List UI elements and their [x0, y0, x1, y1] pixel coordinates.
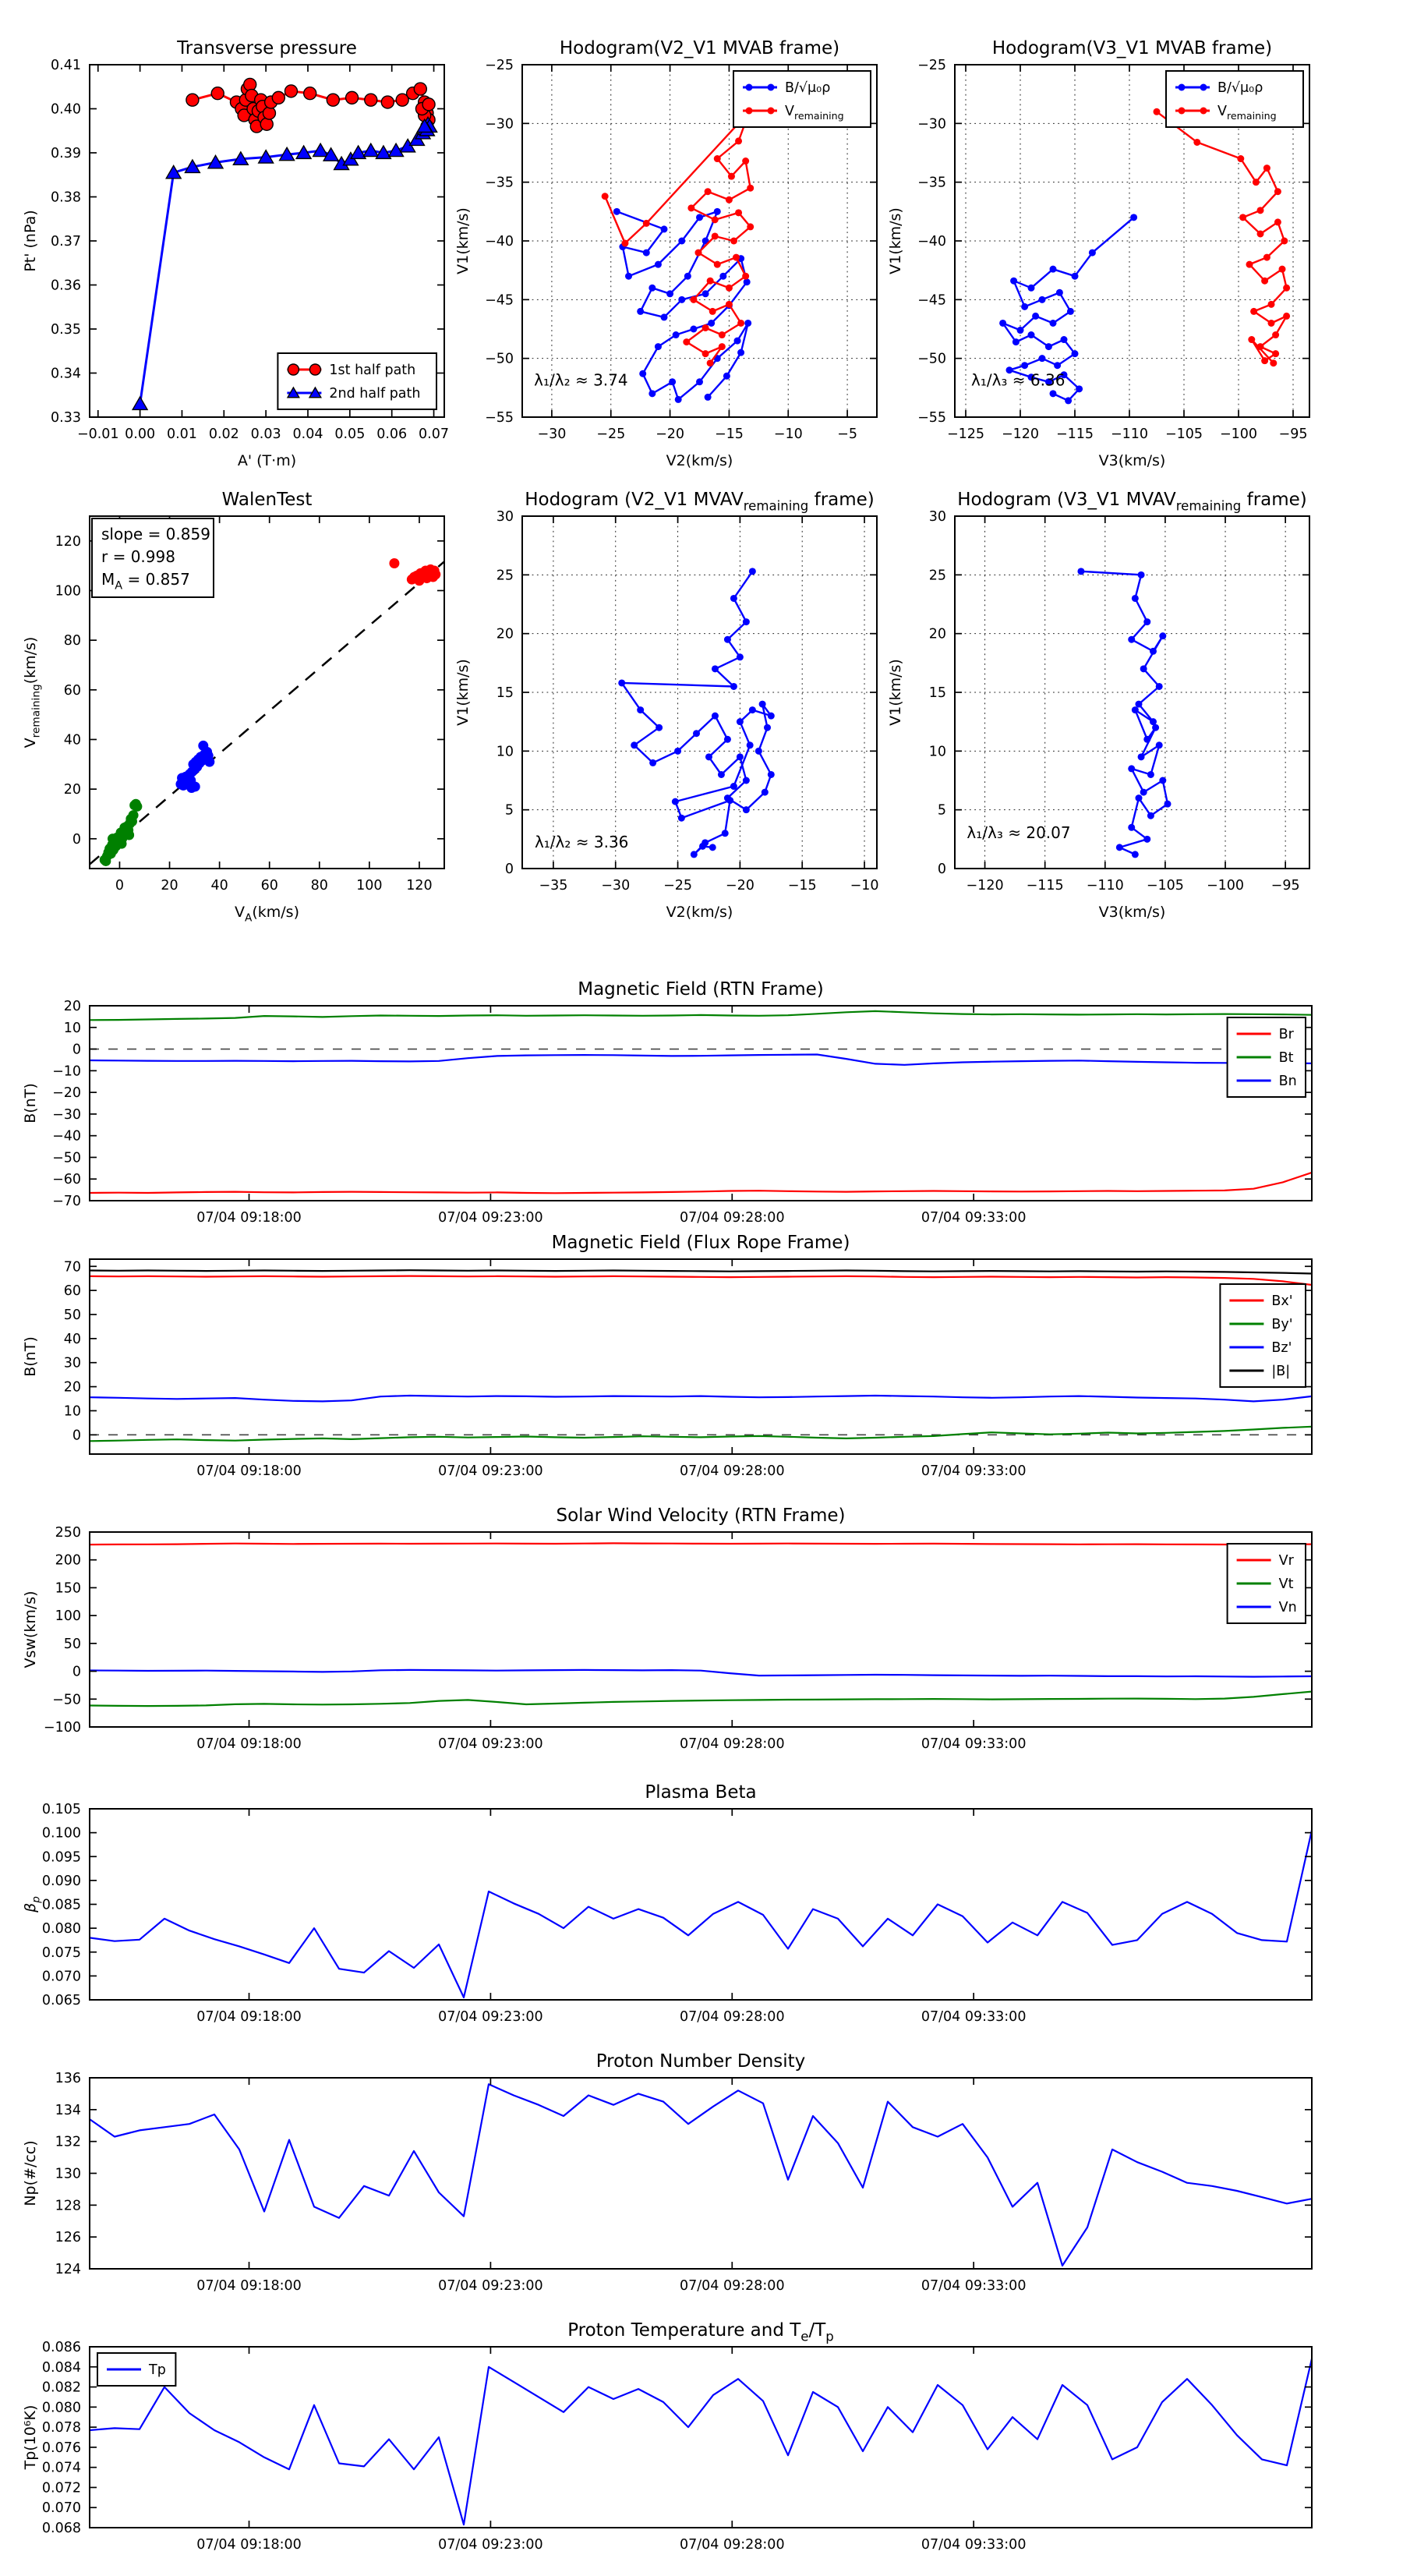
y-tick-label: 5	[937, 802, 946, 819]
series-Tp	[90, 2359, 1312, 2525]
x-tick-label: 100	[356, 878, 383, 893]
y-tick-label: 100	[55, 583, 81, 600]
y-axis-label: V1(km/s)	[887, 659, 904, 726]
y-tick-label: −50	[485, 351, 514, 367]
y-tick-label: 25	[928, 568, 946, 584]
x-tick-label: 07/04 09:23:00	[438, 1736, 543, 1752]
y-tick-label: 0.38	[51, 189, 81, 206]
y-tick-label: −25	[485, 58, 514, 73]
svg-text:1st half path: 1st half path	[329, 363, 416, 378]
y-tick-label: 5	[504, 802, 514, 819]
y-tick-label: 150	[55, 1580, 81, 1597]
y-tick-label: 100	[55, 1608, 81, 1625]
solar-wind-velocity-svg	[0, 1497, 1403, 1772]
y-tick-label: 15	[928, 685, 946, 701]
x-axis-label: V3(km/s)	[1098, 904, 1166, 921]
y-tick-label: 0.085	[41, 1897, 81, 1913]
y-axis-label: V1(km/s)	[454, 659, 472, 726]
x-tick-label: 0.00	[125, 426, 156, 442]
chart-transverse-pressure	[0, 27, 455, 483]
y-tick-label: 0.36	[51, 278, 81, 294]
series-Br	[90, 1173, 1312, 1193]
series-middle-third	[175, 741, 214, 793]
legend	[277, 353, 436, 409]
x-axis-label: V2(km/s)	[666, 452, 733, 469]
y-tick-label: −45	[917, 292, 946, 309]
chart-title: Hodogram (V3_V1 $MVAV_{remaining}$ frame)	[957, 490, 1307, 514]
y-tick-label: 0	[937, 862, 946, 877]
series-V-remaining-path	[1077, 568, 1171, 858]
y-tick-label: 80	[63, 633, 81, 649]
x-tick-label: 07/04 09:28:00	[679, 1736, 785, 1752]
y-tick-label: 0.34	[51, 366, 81, 382]
annotation: λ₁/λ₂ ≈ 3.36	[534, 832, 629, 851]
y-axis-label: Tp(10⁶K)	[22, 2404, 39, 2470]
x-tick-label: −120	[1001, 426, 1040, 442]
y-tick-label: 0.082	[41, 2380, 81, 2396]
legend	[733, 71, 871, 127]
y-tick-label: 0.33	[51, 410, 81, 426]
y-tick-label: 250	[55, 1525, 81, 1541]
y-axis-label: B(nT)	[22, 1083, 39, 1123]
y-axis-label: V1(km/s)	[454, 207, 472, 274]
y-tick-label: 10	[928, 744, 946, 760]
x-tick-label: −105	[1164, 426, 1203, 442]
legend	[97, 2353, 175, 2386]
plasma-beta-svg	[0, 1774, 1403, 2045]
y-axis-label: Np(#/cc)	[22, 2140, 39, 2206]
annotation: λ₁/λ₂ ≈ 3.74	[534, 370, 628, 390]
chart-title: WalenTest	[221, 490, 313, 510]
x-tick-label: −15	[787, 878, 817, 893]
chart-title: Proton Temperature and $T_e/T_p$	[567, 2320, 834, 2344]
x-tick-label: −20	[656, 426, 685, 442]
y-tick-label: 0	[72, 1428, 81, 1444]
y-tick-label: 0.105	[41, 1802, 81, 1817]
y-tick-label: 10	[63, 1403, 81, 1420]
x-tick-label: −110	[1086, 878, 1124, 893]
y-tick-label: 128	[55, 2198, 81, 2214]
series-Bt	[90, 1011, 1312, 1020]
annotation: λ₁/λ₃ ≈ 20.07	[967, 823, 1071, 842]
walen-test-svg	[0, 479, 455, 935]
proton-temperature-svg	[0, 2312, 1403, 2573]
series-V-remaining	[602, 108, 755, 366]
y-tick-label: 20	[63, 1379, 81, 1396]
y-tick-label: −40	[917, 234, 946, 249]
series-Vr	[90, 1543, 1312, 1545]
chart-title: Magnetic Field (RTN Frame)	[578, 979, 824, 1000]
x-tick-label: 20	[161, 878, 178, 893]
series-V-remaining-path	[618, 568, 775, 858]
y-tick-label: 0.40	[51, 101, 81, 118]
y-tick-label: 30	[496, 509, 514, 525]
y-tick-label: −30	[917, 116, 946, 133]
x-tick-label: −125	[946, 426, 985, 442]
x-tick-label: 0.03	[250, 426, 281, 442]
x-tick-label: −100	[1206, 878, 1245, 893]
y-tick-label: 60	[63, 682, 81, 699]
y-tick-label: 0.080	[41, 2400, 81, 2416]
y-axis-label: Pt' (nPa)	[22, 210, 39, 272]
x-tick-label: 07/04 09:18:00	[196, 1736, 302, 1752]
x-axis-label: $V_A(km/s)$	[235, 904, 299, 925]
y-tick-label: 0.070	[41, 1969, 81, 1985]
y-tick-label: −50	[52, 1150, 81, 1166]
y-tick-label: −35	[485, 175, 514, 191]
y-tick-label: −40	[52, 1128, 81, 1145]
y-tick-label: 0.074	[41, 2460, 81, 2476]
legend	[1228, 1544, 1306, 1623]
svg-text:Bt: Bt	[1278, 1050, 1294, 1066]
y-tick-label: 0.072	[41, 2480, 81, 2496]
y-tick-label: 0.076	[41, 2440, 81, 2456]
y-tick-label: −30	[52, 1106, 81, 1123]
y-tick-label: 0.090	[41, 1873, 81, 1889]
x-tick-label: −115	[1055, 426, 1094, 442]
x-tick-label: −10	[850, 878, 879, 893]
series-Bn	[90, 1055, 1312, 1065]
x-tick-label: 07/04 09:28:00	[679, 2278, 785, 2294]
x-tick-label: 07/04 09:18:00	[196, 1210, 302, 1226]
y-tick-label: −55	[485, 410, 514, 426]
series-beta-p	[90, 1831, 1312, 1997]
x-tick-label: 07/04 09:33:00	[921, 1463, 1027, 1479]
svg-text:Tp: Tp	[149, 2362, 166, 2378]
x-tick-label: 07/04 09:33:00	[921, 2537, 1027, 2553]
y-tick-label: −50	[52, 1692, 81, 1708]
x-tick-label: 0.05	[334, 426, 366, 442]
series-last-third	[100, 799, 143, 866]
svg-text:Vremaining: $V_{remaining}$	[785, 104, 844, 122]
chart-title: Hodogram(V2_V1 MVAB frame)	[559, 38, 840, 58]
svg-text:slope = 0.859: slope = 0.859	[101, 525, 210, 543]
y-tick-label: −25	[917, 58, 946, 73]
chart-magnetic-field-flux-rope	[0, 1224, 1403, 1499]
y-tick-label: 120	[55, 533, 81, 550]
y-tick-label: 0	[72, 1042, 81, 1058]
y-tick-label: 50	[63, 1307, 81, 1323]
chart-hodogram-v3v1-mvav	[865, 479, 1320, 935]
x-tick-label: −95	[1278, 426, 1308, 442]
chart-walen-test	[0, 479, 455, 935]
x-tick-label: 0.06	[376, 426, 408, 442]
y-tick-label: 20	[63, 782, 81, 798]
transverse-pressure-svg	[0, 27, 455, 483]
x-tick-label: 0	[115, 878, 125, 893]
series-By'	[90, 1427, 1312, 1442]
y-tick-label: 0.080	[41, 1921, 81, 1937]
x-tick-label: −30	[601, 878, 631, 893]
y-tick-label: 132	[55, 2134, 81, 2150]
x-tick-label: 120	[406, 878, 433, 893]
x-tick-label: 80	[310, 878, 328, 893]
y-tick-label: 50	[63, 1636, 81, 1652]
svg-text:r = 0.998: r = 0.998	[101, 547, 175, 566]
chart-title: Plasma Beta	[645, 1782, 757, 1803]
y-tick-label: 60	[63, 1283, 81, 1300]
y-tick-label: 126	[55, 2230, 81, 2246]
chart-title: Magnetic Field (Flux Rope Frame)	[551, 1233, 850, 1253]
x-tick-label: 07/04 09:28:00	[679, 2537, 785, 2553]
x-tick-label: −15	[714, 426, 744, 442]
x-tick-label: 07/04 09:23:00	[438, 2278, 543, 2294]
y-tick-label: −35	[917, 175, 946, 191]
chart-title: Transverse pressure	[177, 38, 357, 58]
x-tick-label: −35	[539, 878, 568, 893]
x-tick-label: −100	[1219, 426, 1258, 442]
svg-text:MA = 0.857: $M_A = 0.857$	[101, 570, 190, 593]
legend	[1166, 71, 1303, 127]
x-tick-label: 07/04 09:18:00	[196, 2278, 302, 2294]
series-Bx'	[90, 1276, 1312, 1285]
y-tick-label: 20	[63, 999, 81, 1014]
y-tick-label: 0.078	[41, 2420, 81, 2436]
x-axis-label: V3(km/s)	[1098, 452, 1166, 469]
x-tick-label: 07/04 09:23:00	[438, 1463, 543, 1479]
y-axis-label: B(nT)	[22, 1336, 39, 1377]
y-tick-label: 0.068	[41, 2521, 81, 2536]
svg-text:B/√μ₀ρ: B/√μ₀ρ	[785, 80, 831, 96]
x-axis-label: A' (T·m)	[237, 452, 297, 469]
y-tick-label: −20	[52, 1085, 81, 1102]
svg-text:Br: Br	[1278, 1027, 1294, 1042]
hodogram-v3v1-mvav-svg	[865, 479, 1320, 935]
y-tick-label: −45	[485, 292, 514, 309]
legend	[1228, 1017, 1306, 1097]
svg-text:|B|: |B|	[1271, 1364, 1291, 1379]
y-tick-label: −55	[917, 410, 946, 426]
y-tick-label: 40	[63, 1331, 81, 1347]
svg-text:B/√μ₀ρ: B/√μ₀ρ	[1217, 80, 1263, 96]
x-tick-label: −10	[773, 426, 803, 442]
x-tick-label: −105	[1146, 878, 1184, 893]
x-tick-label: 07/04 09:18:00	[196, 2537, 302, 2553]
legend	[1220, 1284, 1306, 1387]
hodogram-v2v1-mvab-svg	[433, 27, 888, 483]
series-Vn	[90, 1670, 1312, 1677]
y-tick-label: −70	[52, 1194, 81, 1209]
chart-title: Hodogram (V2_V1 $MVAV_{remaining}$ frame)	[525, 490, 875, 514]
x-tick-label: 07/04 09:23:00	[438, 2537, 543, 2553]
chart-hodogram-v2v1-mvav	[433, 479, 888, 935]
stats-textbox	[92, 518, 214, 597]
x-tick-label: −25	[596, 426, 626, 442]
x-tick-label: −5	[837, 426, 857, 442]
series-1st-half-path	[186, 78, 435, 133]
svg-text:Vt: Vt	[1278, 1576, 1294, 1592]
x-tick-label: 07/04 09:23:00	[438, 2009, 543, 2025]
chart-hodogram-v3v1-mvab	[865, 27, 1320, 483]
y-tick-label: 0.065	[41, 1993, 81, 2008]
y-tick-label: 130	[55, 2166, 81, 2182]
y-tick-label: −30	[485, 116, 514, 133]
x-tick-label: 0.01	[166, 426, 197, 442]
y-tick-label: 0.086	[41, 2340, 81, 2355]
y-tick-label: 40	[63, 732, 81, 748]
x-tick-label: 0.02	[208, 426, 239, 442]
y-tick-label: 10	[496, 744, 514, 760]
annotation: λ₁/λ₃ ≈ 6.36	[971, 370, 1066, 390]
y-tick-label: 30	[928, 509, 946, 525]
y-tick-label: 20	[928, 626, 946, 642]
x-tick-label: 0.04	[292, 426, 323, 442]
x-tick-label: 0.07	[419, 426, 450, 442]
x-tick-label: 60	[260, 878, 278, 893]
series-|B|	[90, 1270, 1312, 1273]
chart-magnetic-field-rtn	[0, 971, 1403, 1246]
x-tick-label: −120	[966, 878, 1004, 893]
y-tick-label: 0.084	[41, 2359, 81, 2376]
series-V-remaining	[1154, 108, 1291, 366]
x-tick-label: 07/04 09:28:00	[679, 2009, 785, 2025]
x-tick-label: 07/04 09:18:00	[196, 1463, 302, 1479]
y-tick-label: −50	[917, 351, 946, 367]
x-tick-label: −115	[1026, 878, 1064, 893]
y-tick-label: 0.075	[41, 1944, 81, 1961]
x-tick-label: −20	[725, 878, 755, 893]
series-fit-line	[90, 561, 444, 864]
y-tick-label: 0.070	[41, 2500, 81, 2517]
x-tick-label: 07/04 09:23:00	[438, 1210, 543, 1226]
y-tick-label: 25	[496, 568, 514, 584]
chart-hodogram-v2v1-mvab	[433, 27, 888, 483]
chart-proton-number-density	[0, 2043, 1403, 2314]
x-tick-label: −25	[663, 878, 693, 893]
y-axis-label: Vsw(km/s)	[22, 1591, 39, 1668]
x-tick-label: −0.01	[76, 426, 119, 442]
chart-solar-wind-velocity	[0, 1497, 1403, 1772]
x-axis-label: V2(km/s)	[666, 904, 733, 921]
svg-text:Vremaining: $V_{remaining}$	[1217, 104, 1277, 122]
chart-title: Proton Number Density	[595, 2051, 806, 2072]
y-tick-label: 0.095	[41, 1849, 81, 1866]
x-tick-label: 40	[210, 878, 228, 893]
y-axis-label: $\beta_p$	[22, 1896, 43, 1913]
x-tick-label: 07/04 09:33:00	[921, 1210, 1027, 1226]
y-tick-label: 10	[63, 1020, 81, 1036]
y-tick-label: −60	[52, 1172, 81, 1188]
chart-plasma-beta	[0, 1774, 1403, 2045]
series-Vt	[90, 1692, 1312, 1707]
y-tick-label: 0	[72, 1664, 81, 1680]
x-tick-label: 07/04 09:33:00	[921, 1736, 1027, 1752]
x-tick-label: 07/04 09:18:00	[196, 2009, 302, 2025]
y-tick-label: 0	[72, 831, 81, 847]
x-tick-label: −110	[1110, 426, 1149, 442]
y-tick-label: 134	[55, 2102, 81, 2118]
chart-title: Hodogram(V3_V1 MVAB frame)	[991, 38, 1273, 58]
y-tick-label: 0.41	[51, 58, 81, 73]
series-Np	[90, 2084, 1312, 2266]
proton-number-density-svg	[0, 2043, 1403, 2314]
svg-text:2nd half path: 2nd half path	[329, 386, 421, 402]
svg-text:Bx': Bx'	[1271, 1293, 1293, 1309]
y-tick-label: 124	[55, 2262, 81, 2277]
x-tick-label: 07/04 09:28:00	[679, 1210, 785, 1226]
svg-text:Bz': Bz'	[1271, 1340, 1292, 1356]
x-tick-label: 07/04 09:28:00	[679, 1463, 785, 1479]
chart-proton-temperature	[0, 2312, 1403, 2573]
chart-title: Solar Wind Velocity (RTN Frame)	[556, 1506, 846, 1526]
x-tick-label: 07/04 09:33:00	[921, 2009, 1027, 2025]
y-tick-label: 0.37	[51, 234, 81, 249]
y-tick-label: −10	[52, 1063, 81, 1080]
x-tick-label: 07/04 09:33:00	[921, 2278, 1027, 2294]
y-axis-label: V1(km/s)	[887, 207, 904, 274]
x-tick-label: −30	[537, 426, 567, 442]
y-tick-label: −40	[485, 234, 514, 249]
y-tick-label: 0.39	[51, 146, 81, 161]
svg-text:Vr: Vr	[1278, 1553, 1294, 1569]
y-tick-label: 0.100	[41, 1825, 81, 1842]
y-tick-label: 0.35	[51, 322, 81, 338]
svg-text:Vn: Vn	[1278, 1600, 1297, 1615]
svg-text:By': By'	[1271, 1317, 1293, 1332]
hodogram-v3v1-mvab-svg	[865, 27, 1320, 483]
y-tick-label: 136	[55, 2071, 81, 2086]
y-tick-label: 0	[504, 862, 514, 877]
magnetic-field-flux-rope-svg	[0, 1224, 1403, 1499]
y-tick-label: 70	[63, 1259, 81, 1276]
x-tick-label: −95	[1270, 878, 1300, 893]
hodogram-v2v1-mvav-svg	[433, 479, 888, 935]
y-tick-label: −100	[43, 1720, 81, 1736]
y-tick-label: 15	[496, 685, 514, 701]
magnetic-field-rtn-svg	[0, 971, 1403, 1246]
y-tick-label: 30	[63, 1355, 81, 1371]
y-tick-label: 20	[496, 626, 514, 642]
y-tick-label: 200	[55, 1552, 81, 1569]
y-axis-label: $V_{remaining}(km/s)$	[22, 636, 43, 748]
svg-text:Bn: Bn	[1278, 1074, 1297, 1089]
series-Bz'	[90, 1396, 1312, 1401]
